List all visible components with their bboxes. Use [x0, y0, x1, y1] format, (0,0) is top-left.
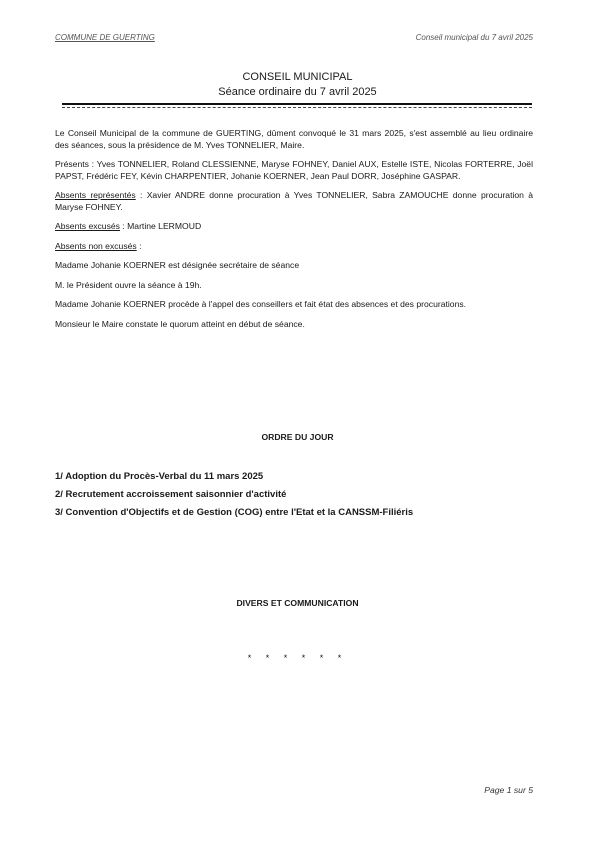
- intro-paragraph: Le Conseil Municipal de la commune de GUERTING, dûment convoqué le 31 mars 2025, s'est assemblé au lieu ordinaire des séances, sous la présidence de M. Yves TONNELIER, Maire.: [55, 128, 533, 150]
- divers-heading: DIVERS ET COMMUNICATION: [236, 598, 359, 608]
- agenda-item: 2/ Recrutement accroissement saisonnier d'activité: [55, 489, 287, 500]
- page-title: [0, 70, 595, 100]
- presents-label: Présents: [55, 159, 89, 169]
- presents-text: : Yves TONNELIER, Roland CLESSIENNE, Maryse FOHNEY, Daniel AUX, Estelle ISTE, Nicolas FORTERRE, Joël PAPST, Frédéric FEY, Kévin CHARPENTIER, Johanie KOERNER, Jean Paul DORR, Joséphine GASPAR.: [55, 159, 533, 181]
- stars-separator: * * * * * *: [247, 653, 348, 663]
- header-document-title: Conseil municipal du 7 avril 2025: [415, 33, 533, 42]
- document-body: [55, 128, 533, 338]
- absents-representes-text: : Xavier ANDRE donne procuration à Yves TONNELIER, Sabra ZAMOUCHE donne procuration à Maryse FOHNEY.: [55, 190, 534, 212]
- absents-non-excuses-text: :: [136, 240, 142, 251]
- absents-non-excuses-paragraph: [55, 241, 533, 253]
- agenda-item: 3/ Convention d'Objectifs et de Gestion (COG) entre l'Etat et la CANSSM-Filiéris: [55, 507, 414, 518]
- title-line-1: CONSEIL MUNICIPAL: [242, 71, 353, 83]
- header-commune: COMMUNE DE GUERTING: [55, 33, 155, 42]
- ordre-du-jour-list: [55, 468, 413, 522]
- secretaire-paragraph: Madame Johanie KOERNER est désignée secrétaire de séance: [55, 260, 300, 270]
- absents-non-excuses-label: Absents non excusés: [55, 240, 137, 251]
- presents-paragraph: [55, 159, 533, 182]
- agenda-item: 1/ Adoption du Procès-Verbal du 11 mars 2025: [55, 471, 264, 482]
- title-divider-secondary: [62, 107, 532, 108]
- absents-representes-paragraph: [55, 190, 533, 213]
- ouverture-paragraph: M. le Président ouvre la séance à 19h.: [55, 279, 202, 290]
- absents-excuses-text: : Martine LERMOUD: [119, 221, 202, 231]
- absents-representes-label: Absents représentés: [55, 190, 136, 200]
- appel-paragraph: Madame Johanie KOERNER procède à l'appel des conseillers et fait état des absences et des procurations.: [55, 299, 467, 309]
- page-number: Page 1 sur 5: [484, 785, 533, 795]
- title-line-2: Séance ordinaire du 7 avril 2025: [218, 86, 377, 98]
- ordre-du-jour-heading: ORDRE DU JOUR: [261, 432, 334, 442]
- quorum-paragraph: Monsieur le Maire constate le quorum atteint en début de séance.: [55, 318, 305, 329]
- absents-excuses-paragraph: [55, 221, 533, 233]
- absents-excuses-label: Absents excusés: [55, 221, 120, 231]
- title-divider: [62, 103, 532, 105]
